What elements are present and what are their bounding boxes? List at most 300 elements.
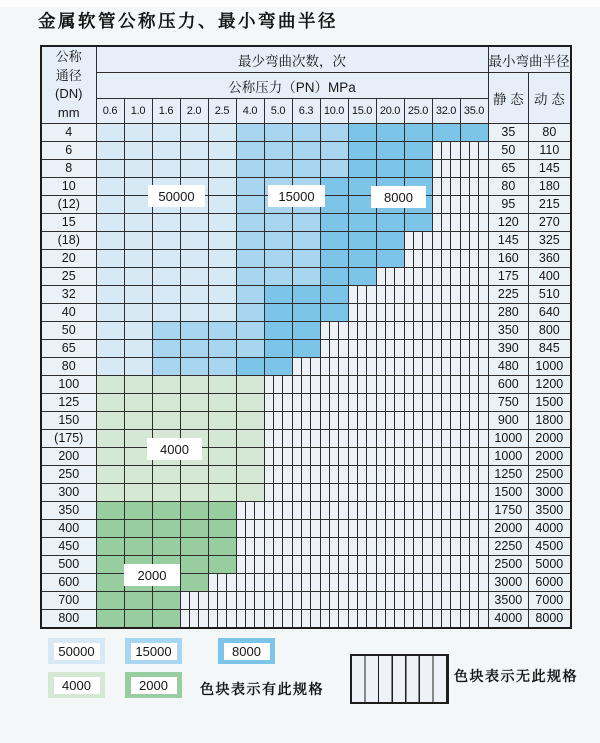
table-row [41,394,571,412]
grid-cell [208,322,236,340]
grid-cell [264,448,292,466]
grid-cell [264,610,292,629]
grid-cell [376,124,404,142]
grid-cell [292,484,320,502]
grid-cell [460,160,488,178]
grid-cell [404,250,432,268]
grid-cell [96,376,124,394]
grid-cell [236,376,264,394]
grid-cell [460,502,488,520]
grid-cell [208,376,236,394]
grid-cell [96,592,124,610]
grid-cell [460,466,488,484]
grid-cell [96,484,124,502]
grid-cell [460,610,488,629]
grid-cell [152,268,180,286]
grid-cell [320,538,348,556]
pressure-value-header: 20.0 [376,99,404,124]
cycle-label-overlay: 15000 [268,185,325,207]
dn-cell: 125 [41,394,96,412]
grid-cell [96,340,124,358]
grid-cell [348,466,376,484]
grid-cell [264,340,292,358]
grid-cell [152,502,180,520]
grid-cell [96,502,124,520]
grid-cell [432,394,460,412]
grid-cell [236,394,264,412]
grid-cell [292,376,320,394]
grid-cell [236,448,264,466]
grid-cell [124,304,152,322]
dn-header-line: mm [57,104,80,120]
grid-cell [152,538,180,556]
static-value-cell: 750 [488,394,529,412]
dynamic-value-cell: 6000 [529,574,571,592]
grid-cell [236,286,264,304]
dynamic-value-cell: 1800 [529,412,571,430]
grid-cell [208,214,236,232]
dn-cell: 80 [41,358,96,376]
table-row [41,232,571,250]
grid-cell [292,520,320,538]
grid-cell [208,124,236,142]
grid-cell [208,196,236,214]
grid-cell [320,142,348,160]
dynamic-value-cell: 2000 [529,430,571,448]
grid-cell [348,358,376,376]
grid-cell [460,232,488,250]
grid-cell [432,250,460,268]
grid-cell [96,286,124,304]
grid-cell [236,520,264,538]
static-header: 静 态 [488,73,529,124]
static-value-cell: 2000 [488,520,529,538]
static-value-cell: 600 [488,376,529,394]
grid-cell [460,214,488,232]
grid-cell [404,412,432,430]
grid-cell [348,142,376,160]
grid-cell [180,142,208,160]
grid-cell [320,484,348,502]
grid-cell [376,250,404,268]
grid-cell [460,574,488,592]
table-row [41,142,571,160]
grid-cell [460,196,488,214]
grid-cell [376,286,404,304]
dynamic-value-cell: 3000 [529,484,571,502]
grid-cell [208,160,236,178]
grid-cell [180,358,208,376]
grid-cell [376,160,404,178]
static-value-cell: 480 [488,358,529,376]
dn-cell: (12) [41,196,96,214]
dn-cell: 200 [41,448,96,466]
grid-cell [292,304,320,322]
grid-cell [320,430,348,448]
grid-cell [152,394,180,412]
dynamic-value-cell: 145 [529,160,571,178]
grid-cell [320,610,348,629]
static-value-cell: 1000 [488,448,529,466]
grid-cell [320,268,348,286]
grid-cell [404,322,432,340]
grid-cell [208,520,236,538]
grid-cell [320,250,348,268]
grid-cell [460,592,488,610]
table-row [41,304,571,322]
grid-cell [124,466,152,484]
dn-cell: (175) [41,430,96,448]
grid-cell [432,178,460,196]
pressure-value-header: 32.0 [432,99,460,124]
grid-cell [460,556,488,574]
grid-cell [264,286,292,304]
grid-cell [124,538,152,556]
grid-cell [404,358,432,376]
grid-cell [460,520,488,538]
grid-cell [292,142,320,160]
grid-cell [180,412,208,430]
grid-cell [264,592,292,610]
table-row [41,466,571,484]
grid-cell [460,142,488,160]
grid-cell [264,124,292,142]
grid-cell [404,502,432,520]
grid-cell [320,556,348,574]
grid-cell [432,196,460,214]
grid-cell [124,358,152,376]
grid-cell [348,610,376,629]
static-value-cell: 80 [488,178,529,196]
dynamic-value-cell: 845 [529,340,571,358]
table-row [41,610,571,629]
grid-cell [404,466,432,484]
grid-cell [236,430,264,448]
grid-cell [208,232,236,250]
grid-cell [404,142,432,160]
grid-cell [208,466,236,484]
grid-cell [124,610,152,629]
grid-cell [152,250,180,268]
grid-cell [292,214,320,232]
dn-cell: 100 [41,376,96,394]
dn-cell: 10 [41,178,96,196]
cycle-label-overlay: 8000 [371,186,426,208]
grid-cell [236,142,264,160]
grid-cell [264,556,292,574]
grid-cell [96,160,124,178]
grid-cell [404,430,432,448]
grid-cell [432,232,460,250]
dn-cell: 500 [41,556,96,574]
grid-cell [348,556,376,574]
pressure-header: 公称压力（PN）MPa [96,73,488,99]
grid-cell [208,358,236,376]
grid-cell [208,286,236,304]
grid-cell [460,358,488,376]
grid-cell [208,142,236,160]
static-value-cell: 1500 [488,484,529,502]
grid-cell [96,196,124,214]
cycle-label-overlay: 2000 [124,564,180,586]
grid-cell [460,286,488,304]
grid-cell [404,394,432,412]
grid-cell [292,250,320,268]
dynamic-value-cell: 1500 [529,394,571,412]
grid-cell [124,340,152,358]
static-value-cell: 145 [488,232,529,250]
grid-cell [460,322,488,340]
dynamic-value-cell: 400 [529,268,571,286]
grid-cell [236,538,264,556]
dn-cell: 4 [41,124,96,142]
grid-cell [180,304,208,322]
grid-cell [180,250,208,268]
grid-cell [404,340,432,358]
grid-cell [152,340,180,358]
grid-cell [292,268,320,286]
grid-cell [460,430,488,448]
grid-cell [404,538,432,556]
grid-cell [264,520,292,538]
grid-cell [432,502,460,520]
grid-cell [152,376,180,394]
grid-cell [180,574,208,592]
grid-cell [152,232,180,250]
grid-cell [348,232,376,250]
grid-cell [208,574,236,592]
grid-cell [292,574,320,592]
dn-cell: 700 [41,592,96,610]
grid-cell [292,340,320,358]
grid-cell [404,574,432,592]
grid-cell [124,502,152,520]
dynamic-value-cell: 180 [529,178,571,196]
grid-cell [292,286,320,304]
grid-cell [376,592,404,610]
static-value-cell: 175 [488,268,529,286]
dn-cell: 600 [41,574,96,592]
grid-cell [208,250,236,268]
grid-cell [320,592,348,610]
grid-cell [292,430,320,448]
table-row [41,250,571,268]
grid-cell [404,448,432,466]
grid-cell [348,250,376,268]
grid-cell [236,214,264,232]
grid-cell [236,322,264,340]
grid-cell [96,574,124,592]
table-row [41,358,571,376]
grid-cell [208,556,236,574]
grid-cell [124,322,152,340]
grid-cell [180,376,208,394]
grid-cell [460,178,488,196]
table-row [41,286,571,304]
grid-cell [292,394,320,412]
grid-cell [152,304,180,322]
grid-cell [236,304,264,322]
grid-cell [96,520,124,538]
dynamic-header: 动 态 [529,73,571,124]
dynamic-value-cell: 8000 [529,610,571,629]
pressure-value-header: 35.0 [460,99,488,124]
grid-cell [432,304,460,322]
grid-cell [236,250,264,268]
grid-cell [236,592,264,610]
dn-cell: (18) [41,232,96,250]
grid-cell [264,394,292,412]
dn-header-line: 通径 [55,67,82,83]
grid-cell [432,214,460,232]
legend-no-spec-text: 色块表示无此规格 [454,668,578,684]
dn-cell: 300 [41,484,96,502]
grid-cell [432,484,460,502]
dn-header-line: 公称 [55,49,82,64]
grid-cell [376,268,404,286]
grid-cell [180,268,208,286]
table-row [41,376,571,394]
grid-cell [348,574,376,592]
grid-cell [264,160,292,178]
table-row [41,322,571,340]
grid-cell [376,466,404,484]
grid-cell [432,376,460,394]
grid-cell [432,142,460,160]
grid-cell [432,286,460,304]
dn-cell: 20 [41,250,96,268]
grid-cell [152,142,180,160]
table-row [41,268,571,286]
grid-cell [96,124,124,142]
grid-cell [96,538,124,556]
pressure-value-header: 2.0 [180,99,208,124]
grid-cell [152,592,180,610]
grid-cell [264,430,292,448]
grid-cell [404,232,432,250]
grid-cell [348,304,376,322]
grid-cell [404,484,432,502]
static-value-cell: 1000 [488,430,529,448]
grid-cell [320,376,348,394]
grid-cell [348,322,376,340]
grid-cell [348,124,376,142]
grid-cell [124,484,152,502]
grid-cell [236,556,264,574]
grid-cell [180,214,208,232]
grid-cell [236,124,264,142]
grid-cell [320,394,348,412]
pressure-value-header: 10.0 [320,99,348,124]
grid-cell [432,358,460,376]
pressure-value-header: 2.5 [208,99,236,124]
grid-cell [152,214,180,232]
grid-cell [152,610,180,629]
grid-cell [292,124,320,142]
static-value-cell: 2250 [488,538,529,556]
grid-cell [376,538,404,556]
grid-cell [264,376,292,394]
grid-cell [460,394,488,412]
grid-cell [96,142,124,160]
grid-cell [348,340,376,358]
grid-cell [348,520,376,538]
grid-cell [320,466,348,484]
grid-cell [404,268,432,286]
grid-cell [124,376,152,394]
grid-cell [180,610,208,629]
dynamic-value-cell: 510 [529,286,571,304]
grid-cell [264,304,292,322]
grid-cell [320,322,348,340]
static-value-cell: 225 [488,286,529,304]
dn-cell: 400 [41,520,96,538]
grid-cell [180,556,208,574]
grid-cell [376,412,404,430]
pressure-value-header: 4.0 [236,99,264,124]
grid-cell [376,484,404,502]
grid-cell [460,250,488,268]
static-value-cell: 390 [488,340,529,358]
grid-cell [180,538,208,556]
grid-cell [152,466,180,484]
grid-cell [348,376,376,394]
grid-cell [376,358,404,376]
grid-cell [264,538,292,556]
grid-cell [320,286,348,304]
grid-cell [404,556,432,574]
grid-cell [236,484,264,502]
table-row [41,538,571,556]
grid-cell [432,538,460,556]
dn-cell: 65 [41,340,96,358]
grid-cell [208,592,236,610]
dynamic-value-cell: 360 [529,250,571,268]
grid-cell [348,448,376,466]
dynamic-value-cell: 5000 [529,556,571,574]
grid-cell [124,412,152,430]
grid-cell [348,214,376,232]
grid-cell [376,448,404,466]
grid-cell [404,214,432,232]
grid-cell [236,574,264,592]
grid-cell [208,340,236,358]
table-row [41,520,571,538]
grid-cell [124,592,152,610]
grid-cell [292,232,320,250]
grid-cell [96,430,124,448]
legend-swatch-label: 8000 [224,643,270,660]
grid-cell [96,178,124,196]
grid-cell [348,286,376,304]
grid-cell [432,466,460,484]
static-value-cell: 35 [488,124,529,142]
grid-cell [124,286,152,304]
grid-cell [376,340,404,358]
grid-cell [320,340,348,358]
pressure-value-header: 1.6 [152,99,180,124]
grid-cell [208,538,236,556]
grid-cell [96,268,124,286]
dynamic-value-cell: 325 [529,232,571,250]
grid-cell [292,556,320,574]
grid-cell [348,502,376,520]
grid-cell [348,394,376,412]
dynamic-value-cell: 3500 [529,502,571,520]
grid-cell [376,520,404,538]
grid-cell [404,592,432,610]
grid-cell [180,394,208,412]
